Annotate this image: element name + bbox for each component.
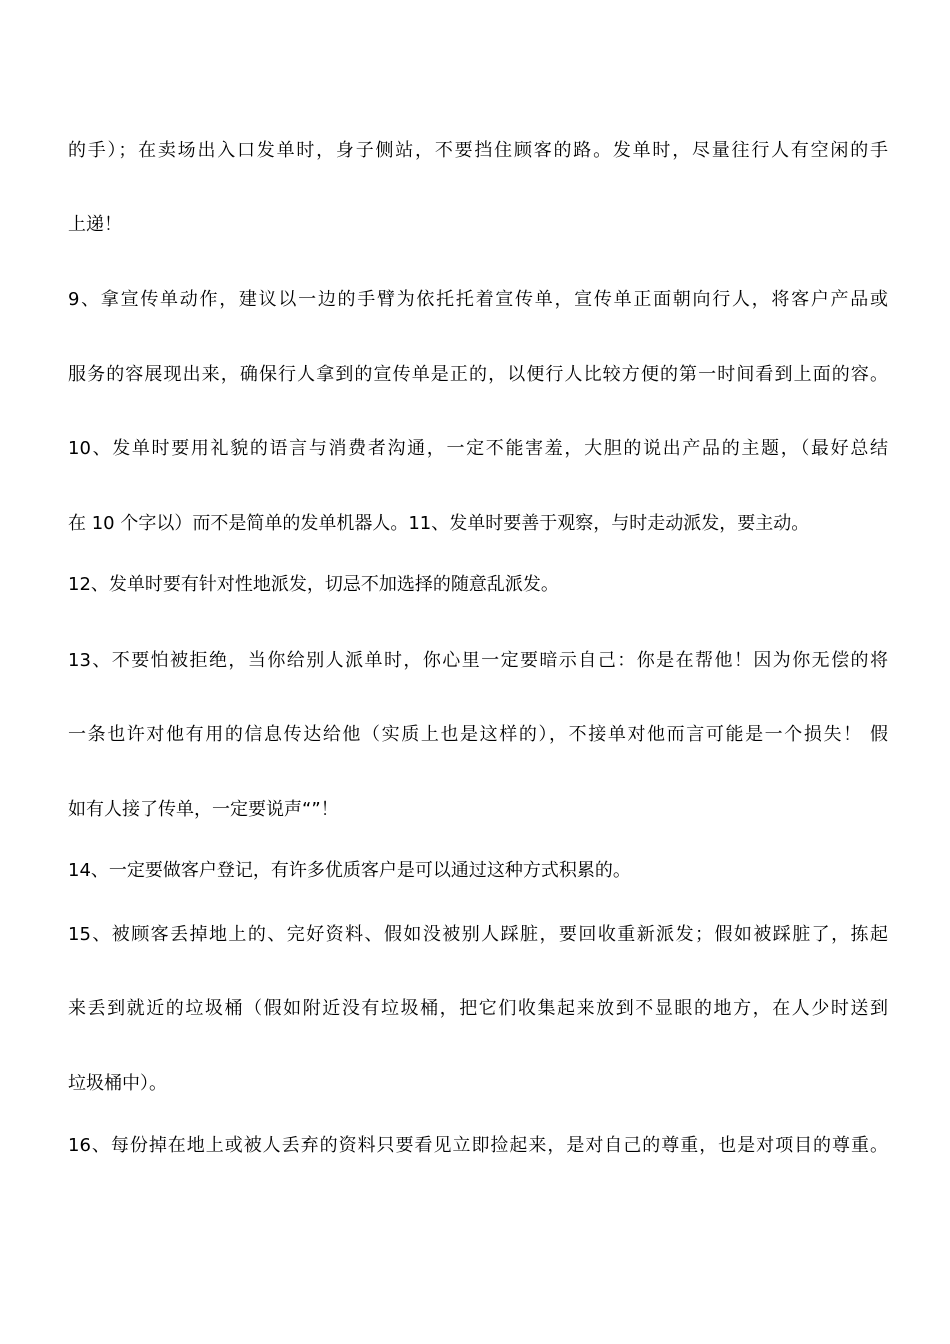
text-line: 15、被顾客丢掉地上的、完好资料、假如没被别人踩脏，要回收重新派发；假如被踩脏了，拣起 xyxy=(68,924,888,945)
text-line: 上递！ xyxy=(68,214,122,235)
text-line: 服务的容展现出来，确保行人拿到的宣传单是正的，以便行人比较方便的第一时间看到上面的容。 xyxy=(68,364,888,385)
text-line: 9、拿宣传单动作，建议以一边的手臂为依托托着宣传单，宣传单正面朝向行人，将客户产品或 xyxy=(68,289,888,310)
text-line: 14、一定要做客户登记，有许多优质客户是可以通过这种方式积累的。 xyxy=(68,860,631,881)
text-line: 16、每份掉在地上或被人丢弃的资料只要看见立即捡起来，是对自己的尊重，也是对项目的尊重。 xyxy=(68,1135,888,1156)
text-line: 如有人接了传单，一定要说声“”！ xyxy=(68,799,339,820)
text-line: 13、不要怕被拒绝，当你给别人派单时，你心里一定要暗示自己：你是在帮他！因为你无偿的将 xyxy=(68,650,888,671)
text-line: 来丢到就近的垃圾桶（假如附近没有垃圾桶，把它们收集起来放到不显眼的地方，在人少时送到 xyxy=(68,998,888,1019)
text-line: 垃圾桶中）。 xyxy=(68,1073,167,1094)
text-line: 10、发单时要用礼貌的语言与消费者沟通，一定不能害羞，大胆的说出产品的主题，（最好总结 xyxy=(68,438,888,459)
text-line: 12、发单时要有针对性地派发，切忌不加选择的随意乱派发。 xyxy=(68,574,559,595)
text-line: 一条也许对他有用的信息传达给他（实质上也是这样的），不接单对他而言可能是一个损失！ 假 xyxy=(68,724,888,745)
text-line: 在 10 个字以）而不是简单的发单机器人。11、发单时要善于观察，与时走动派发，要主动。 xyxy=(68,513,810,534)
text-line: 的手）；在卖场出入口发单时，身子侧站，不要挡住顾客的路。发单时，尽量往行人有空闲的手 xyxy=(68,140,888,161)
